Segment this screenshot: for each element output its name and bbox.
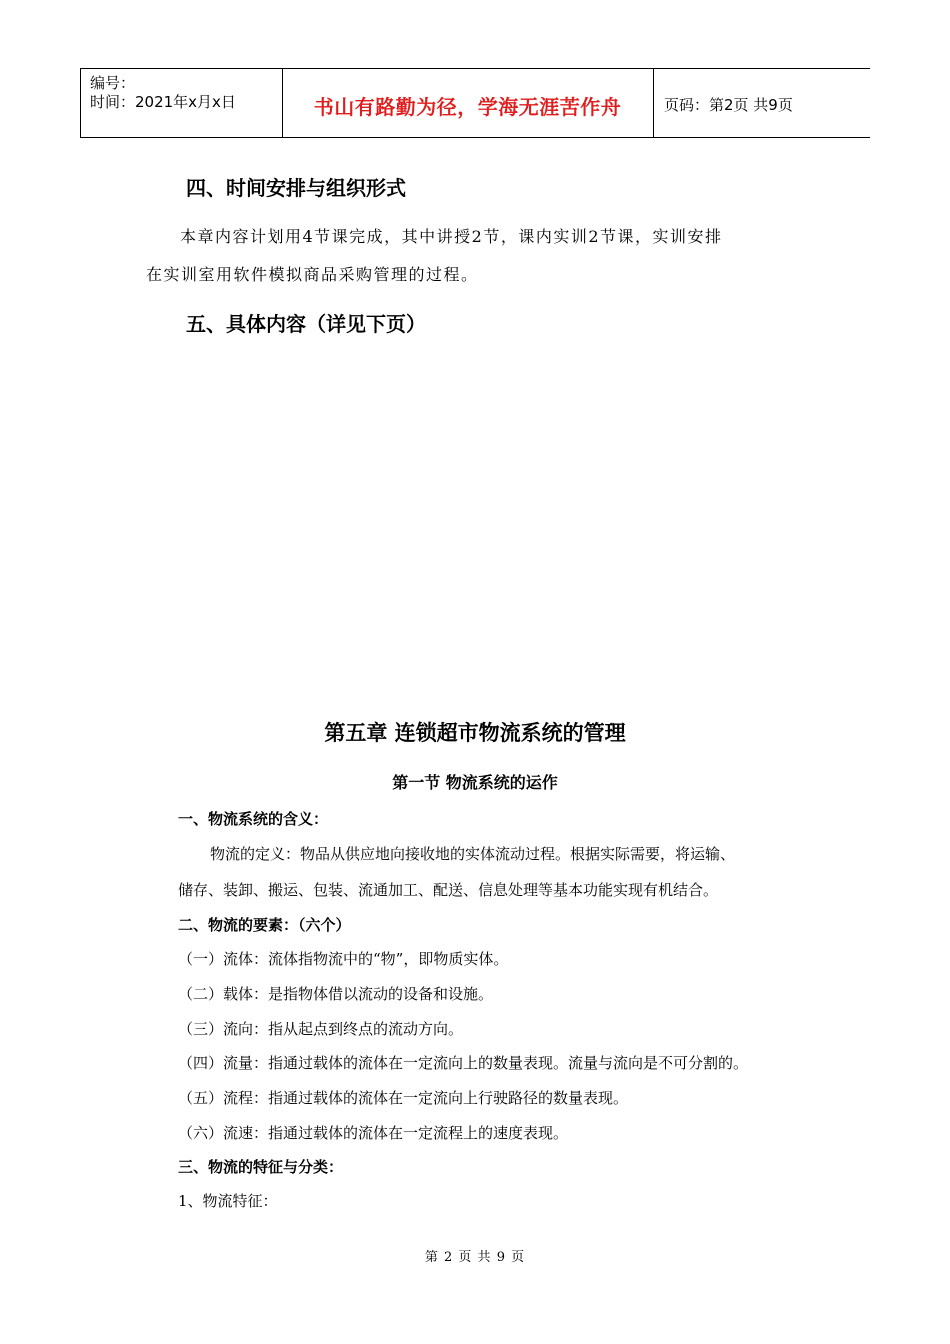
definition-line1: 物流的定义：物品从供应地向接收地的实体流动过程。根据实际需要，将运输、 bbox=[210, 845, 736, 863]
list-item-1: 1、物流特征： bbox=[178, 1192, 278, 1210]
definition-line2: 储存、装卸、搬运、包装、流通加工、配送、信息处理等基本功能实现有机结合。 bbox=[178, 881, 719, 899]
element-item: （二）载体：是指物体借以流动的设备和设施。 bbox=[178, 985, 494, 1003]
subheading-2: 二、物流的要素：（六个） bbox=[178, 916, 351, 934]
header-motto-cell bbox=[282, 69, 654, 137]
element-item: （四）流量：指通过载体的流体在一定流向上的数量表现。流量与流向是不可分割的。 bbox=[178, 1054, 749, 1072]
section4-line2: 在实训室用软件模拟商品采购管理的过程。 bbox=[146, 265, 479, 284]
element-item: （五）流程：指通过载体的流体在一定流向上行驶路径的数量表现。 bbox=[178, 1089, 629, 1107]
header-page-cell bbox=[654, 69, 870, 137]
document-date-label: 时间：2021年x月x日 bbox=[90, 93, 236, 111]
page-header bbox=[80, 68, 870, 138]
header-page-number: 页码：第2页 共9页 bbox=[664, 96, 793, 114]
element-item: （三）流向：指从起点到终点的流动方向。 bbox=[178, 1020, 464, 1038]
element-item: （一）流体：流体指物流中的“物”，即物质实体。 bbox=[178, 950, 509, 968]
section5-heading: 五、具体内容（详见下页） bbox=[186, 312, 426, 336]
section4-line1: 本章内容计划用4节课完成，其中讲授2节，课内实训2节课，实训安排 bbox=[180, 227, 723, 246]
subheading-1: 一、物流系统的含义： bbox=[178, 810, 329, 828]
header-meta-cell bbox=[80, 69, 283, 137]
document-number-label: 编号： bbox=[90, 74, 136, 92]
chapter-title: 第五章 连锁超市物流系统的管理 bbox=[324, 721, 626, 745]
page-footer: 第 2 页 共 9 页 bbox=[424, 1250, 526, 1265]
subheading-3: 三、物流的特征与分类： bbox=[178, 1158, 344, 1176]
section-title: 第一节 物流系统的运作 bbox=[392, 773, 558, 792]
section4-heading: 四、时间安排与组织形式 bbox=[186, 176, 406, 200]
element-item: （六）流速：指通过载体的流体在一定流程上的速度表现。 bbox=[178, 1124, 569, 1142]
header-motto: 书山有路勤为径，学海无涯苦作舟 bbox=[313, 95, 622, 119]
